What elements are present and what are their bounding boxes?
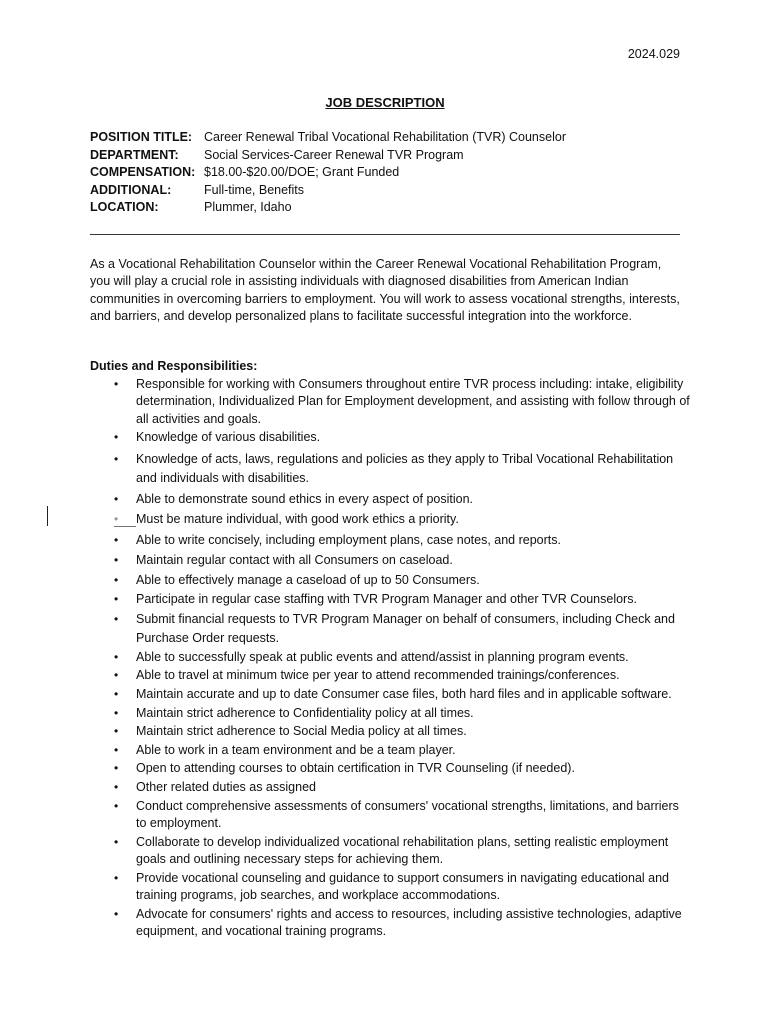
duty-text: Able to work in a team environment and be a team player.: [136, 742, 456, 757]
bullet-icon: •: [114, 512, 119, 527]
bullet-icon: •: [114, 798, 119, 813]
info-value: $18.00-$20.00/DOE; Grant Funded: [204, 165, 400, 179]
duty-item: [90, 906, 690, 941]
duty-item: [90, 742, 690, 759]
duty-item: [90, 552, 690, 569]
duty-item: [90, 705, 690, 722]
bullet-icon: •: [114, 592, 119, 607]
duty-item: [90, 376, 690, 428]
bullet-icon: •: [114, 870, 119, 885]
duty-text: Provide vocational counseling and guidance to support consumers in navigating educational and training programs, job searches, and workplace accommodations.: [136, 870, 669, 902]
bullet-icon: •: [114, 742, 119, 757]
bullet-icon: •: [114, 649, 119, 664]
duty-text: Maintain accurate and up to date Consumer case files, both hard files and in applicable software.: [136, 687, 672, 701]
duty-item: [90, 591, 690, 608]
document-title: JOB DESCRIPTION: [325, 95, 445, 110]
duty-text: Must be mature individual, with good work ethics a priority.: [136, 512, 459, 527]
info-row-location: [90, 199, 566, 217]
bullet-icon: •: [114, 668, 119, 683]
duty-text: Able to write concisely, including employment plans, case notes, and reports.: [136, 532, 561, 547]
bullet-icon: •: [114, 430, 119, 445]
info-label: DEPARTMENT:: [90, 147, 179, 162]
bullet-icon: •: [114, 761, 119, 776]
duty-item: [90, 572, 690, 589]
duty-text: Conduct comprehensive assessments of consumers' vocational strengths, limitations, and barriers to employment.: [136, 798, 679, 830]
duties-list: [90, 376, 690, 942]
duty-item: [90, 798, 690, 833]
bullet-icon: •: [114, 451, 119, 466]
info-row-department: [90, 147, 566, 165]
duty-item: [90, 450, 690, 488]
info-label: ADDITIONAL:: [90, 182, 172, 197]
duty-text: Other related duties as assigned: [136, 779, 316, 794]
duty-item: [90, 723, 690, 740]
text-cursor-marker: [47, 506, 48, 526]
info-row-additional: [90, 182, 566, 200]
position-info: [90, 129, 566, 217]
duty-item: [90, 686, 690, 703]
duty-text: Maintain strict adherence to Social Media policy at all times.: [136, 724, 467, 739]
duty-item: [90, 610, 690, 648]
duty-item: [90, 667, 690, 684]
duty-text: Maintain regular contact with all Consumers on caseload.: [136, 553, 453, 568]
duty-text: Submit financial requests to TVR Program Manager on behalf of consumers, including Check and Purchase Order requests.: [136, 611, 675, 645]
duty-item: [90, 760, 690, 777]
bullet-icon: •: [114, 779, 119, 794]
bullet-icon: •: [114, 687, 119, 701]
duty-text: Advocate for consumers' rights and access to resources, including assistive technologies, adaptive equipment, and vocational training programs.: [136, 906, 682, 938]
duties-heading: Duties and Responsibilities:: [90, 359, 258, 373]
duty-text: Knowledge of acts, laws, regulations and policies as they apply to Tribal Vocational Rehabilitation and individuals with disabilities.: [136, 451, 674, 485]
document-number: 2024.029: [627, 47, 680, 61]
duty-item: [90, 779, 690, 796]
info-label: POSITION TITLE:: [90, 130, 193, 144]
info-label: LOCATION:: [90, 200, 159, 214]
bullet-icon: •: [114, 724, 119, 739]
duty-text: Responsible for working with Consumers throughout entire TVR process including: intake, eligibility determination, Individualized Plan for Employment development, and assisting with follow through of all activities and goals.: [136, 377, 690, 426]
duty-item: [90, 491, 690, 508]
info-value: Full-time, Benefits: [204, 182, 305, 197]
duty-text: Able to effectively manage a caseload of up to 50 Consumers.: [136, 573, 480, 588]
duty-text: Able to successfully speak at public events and attend/assist in planning program events.: [136, 649, 629, 664]
bullet-icon: •: [114, 834, 119, 849]
bullet-icon: •: [114, 553, 119, 568]
bullet-icon: •: [114, 491, 119, 506]
bullet-icon: •: [114, 377, 119, 391]
duty-item: [90, 532, 690, 549]
info-row-compensation: [90, 164, 566, 182]
info-row-position-title: [90, 129, 566, 147]
bullet-icon: •: [114, 573, 119, 588]
duty-text: Open to attending courses to obtain certification in TVR Counseling (if needed).: [136, 761, 575, 776]
duty-item: [90, 649, 690, 666]
bullet-icon: •: [114, 532, 119, 547]
duty-text: Collaborate to develop individualized vocational rehabilitation plans, setting realistic employment goals and outlining necessary steps for achieving them.: [136, 834, 669, 866]
intro-paragraph: As a Vocational Rehabilitation Counselor within the Career Renewal Vocational Rehabilitation Program, you will play a crucial role in assisting individuals with diagnosed disabilities from American Indian communities in overcoming barriers to employment. You will work to assess vocational strengths, interests, and barriers, and develop personalized plans to facilitate successful integration into the workforce.: [90, 257, 680, 323]
duty-item: [90, 834, 690, 869]
bullet-icon: •: [114, 611, 119, 626]
duty-text: Able to travel at minimum twice per year to attend recommended trainings/conferences.: [136, 668, 620, 683]
bullet-icon: •: [114, 705, 119, 720]
info-value: Social Services-Career Renewal TVR Program: [204, 147, 464, 162]
duty-item: [90, 429, 690, 446]
duty-text: Maintain strict adherence to Confidentiality policy at all times.: [136, 705, 474, 720]
duty-text: Able to demonstrate sound ethics in every aspect of position.: [136, 491, 473, 506]
info-value: Career Renewal Tribal Vocational Rehabilitation (TVR) Counselor: [204, 130, 566, 144]
bullet-icon: •: [114, 906, 119, 921]
duty-item: [90, 511, 690, 528]
duty-item: [90, 870, 690, 905]
underline-mark: [114, 526, 136, 527]
duty-text: Participate in regular case staffing with TVR Program Manager and other TVR Counselors.: [136, 592, 637, 607]
duty-text: Knowledge of various disabilities.: [136, 430, 321, 445]
info-label: COMPENSATION:: [90, 165, 196, 179]
info-value: Plummer, Idaho: [204, 200, 292, 214]
horizontal-divider: [90, 234, 680, 235]
